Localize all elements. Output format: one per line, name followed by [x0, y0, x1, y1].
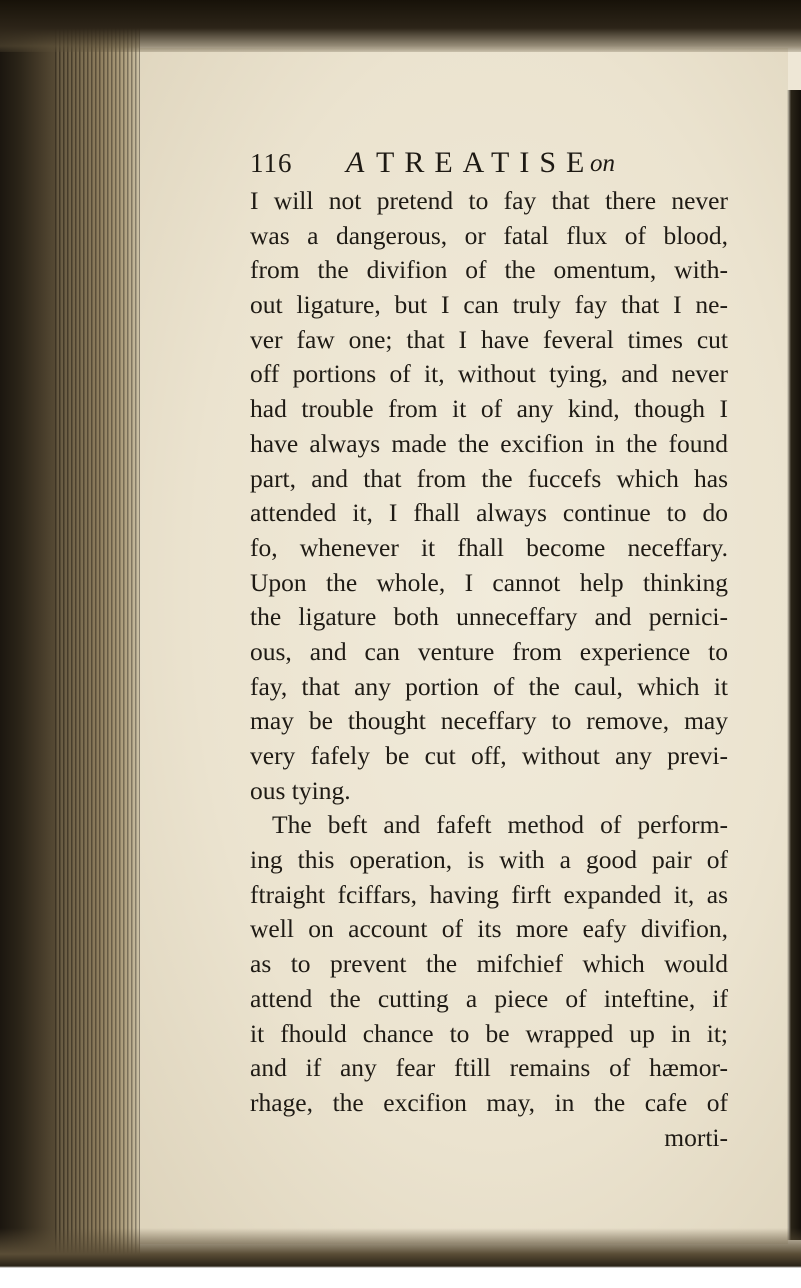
catchword: morti- — [664, 1122, 728, 1152]
text-line: Upon the whole, I cannot help thinking — [250, 567, 728, 597]
text-line: ver faw one; that I have feveral times cut — [250, 324, 728, 354]
running-head-article: A — [346, 146, 365, 179]
running-head-title: TREATISE — [376, 146, 595, 179]
text-line: have always made the excifion in the found — [250, 428, 728, 458]
text-line: attended it, I fhall always continue to do — [250, 498, 728, 528]
text-line: I will not pretend to fay that there never — [250, 186, 728, 215]
text-line: part, and that from the fuccefs which has — [250, 463, 728, 493]
page-number: 116 — [250, 148, 293, 178]
text-line: ing this operation, is with a good pair of — [250, 845, 728, 875]
running-head-suffix: on — [590, 150, 615, 177]
running-header — [250, 146, 720, 182]
text-line: well on account of its more eafy divifion, — [250, 914, 728, 944]
text-line: off portions of it, without tying, and never — [250, 359, 728, 389]
text-line: fo, whenever it fhall become neceffary. — [250, 532, 728, 562]
body-text — [250, 184, 728, 1155]
text-line: out ligature, but I can truly fay that I ne- — [250, 290, 728, 320]
text-line: the ligature both unneceffary and pernici- — [250, 602, 728, 632]
text-line: The beft and fafeft method of perform- — [272, 810, 728, 840]
top-shadow — [0, 0, 801, 52]
text-line: attend the cutting a piece of inteftine, if — [250, 983, 728, 1013]
text-line: from the divifion of the omentum, with- — [250, 255, 728, 285]
text-line: rhage, the excifion may, in the cafe of — [250, 1087, 728, 1117]
text-line: ftraight fciffars, having firft expanded it, as — [250, 879, 728, 909]
text-line: as to prevent the mifchief which would — [250, 949, 728, 979]
text-line: it fhould chance to be wrapped up in it; — [250, 1018, 728, 1048]
bottom-shadow — [0, 1228, 801, 1288]
text-line: and if any fear ftill remains of hæmor- — [250, 1053, 728, 1083]
text-line: had trouble from it of any kind, though I — [250, 394, 728, 424]
text-line: ous tying. — [250, 775, 351, 805]
text-line: fay, that any portion of the caul, which it — [250, 671, 728, 701]
text-line: may be thought neceffary to remove, may — [250, 706, 728, 736]
text-line: ous, and can venture from experience to — [250, 636, 728, 666]
text-line: was a dangerous, or fatal flux of blood, — [250, 220, 728, 250]
page-edges — [55, 0, 140, 1288]
right-page-edge — [787, 90, 801, 1240]
text-line: very fafely be cut off, without any previ- — [250, 741, 728, 770]
